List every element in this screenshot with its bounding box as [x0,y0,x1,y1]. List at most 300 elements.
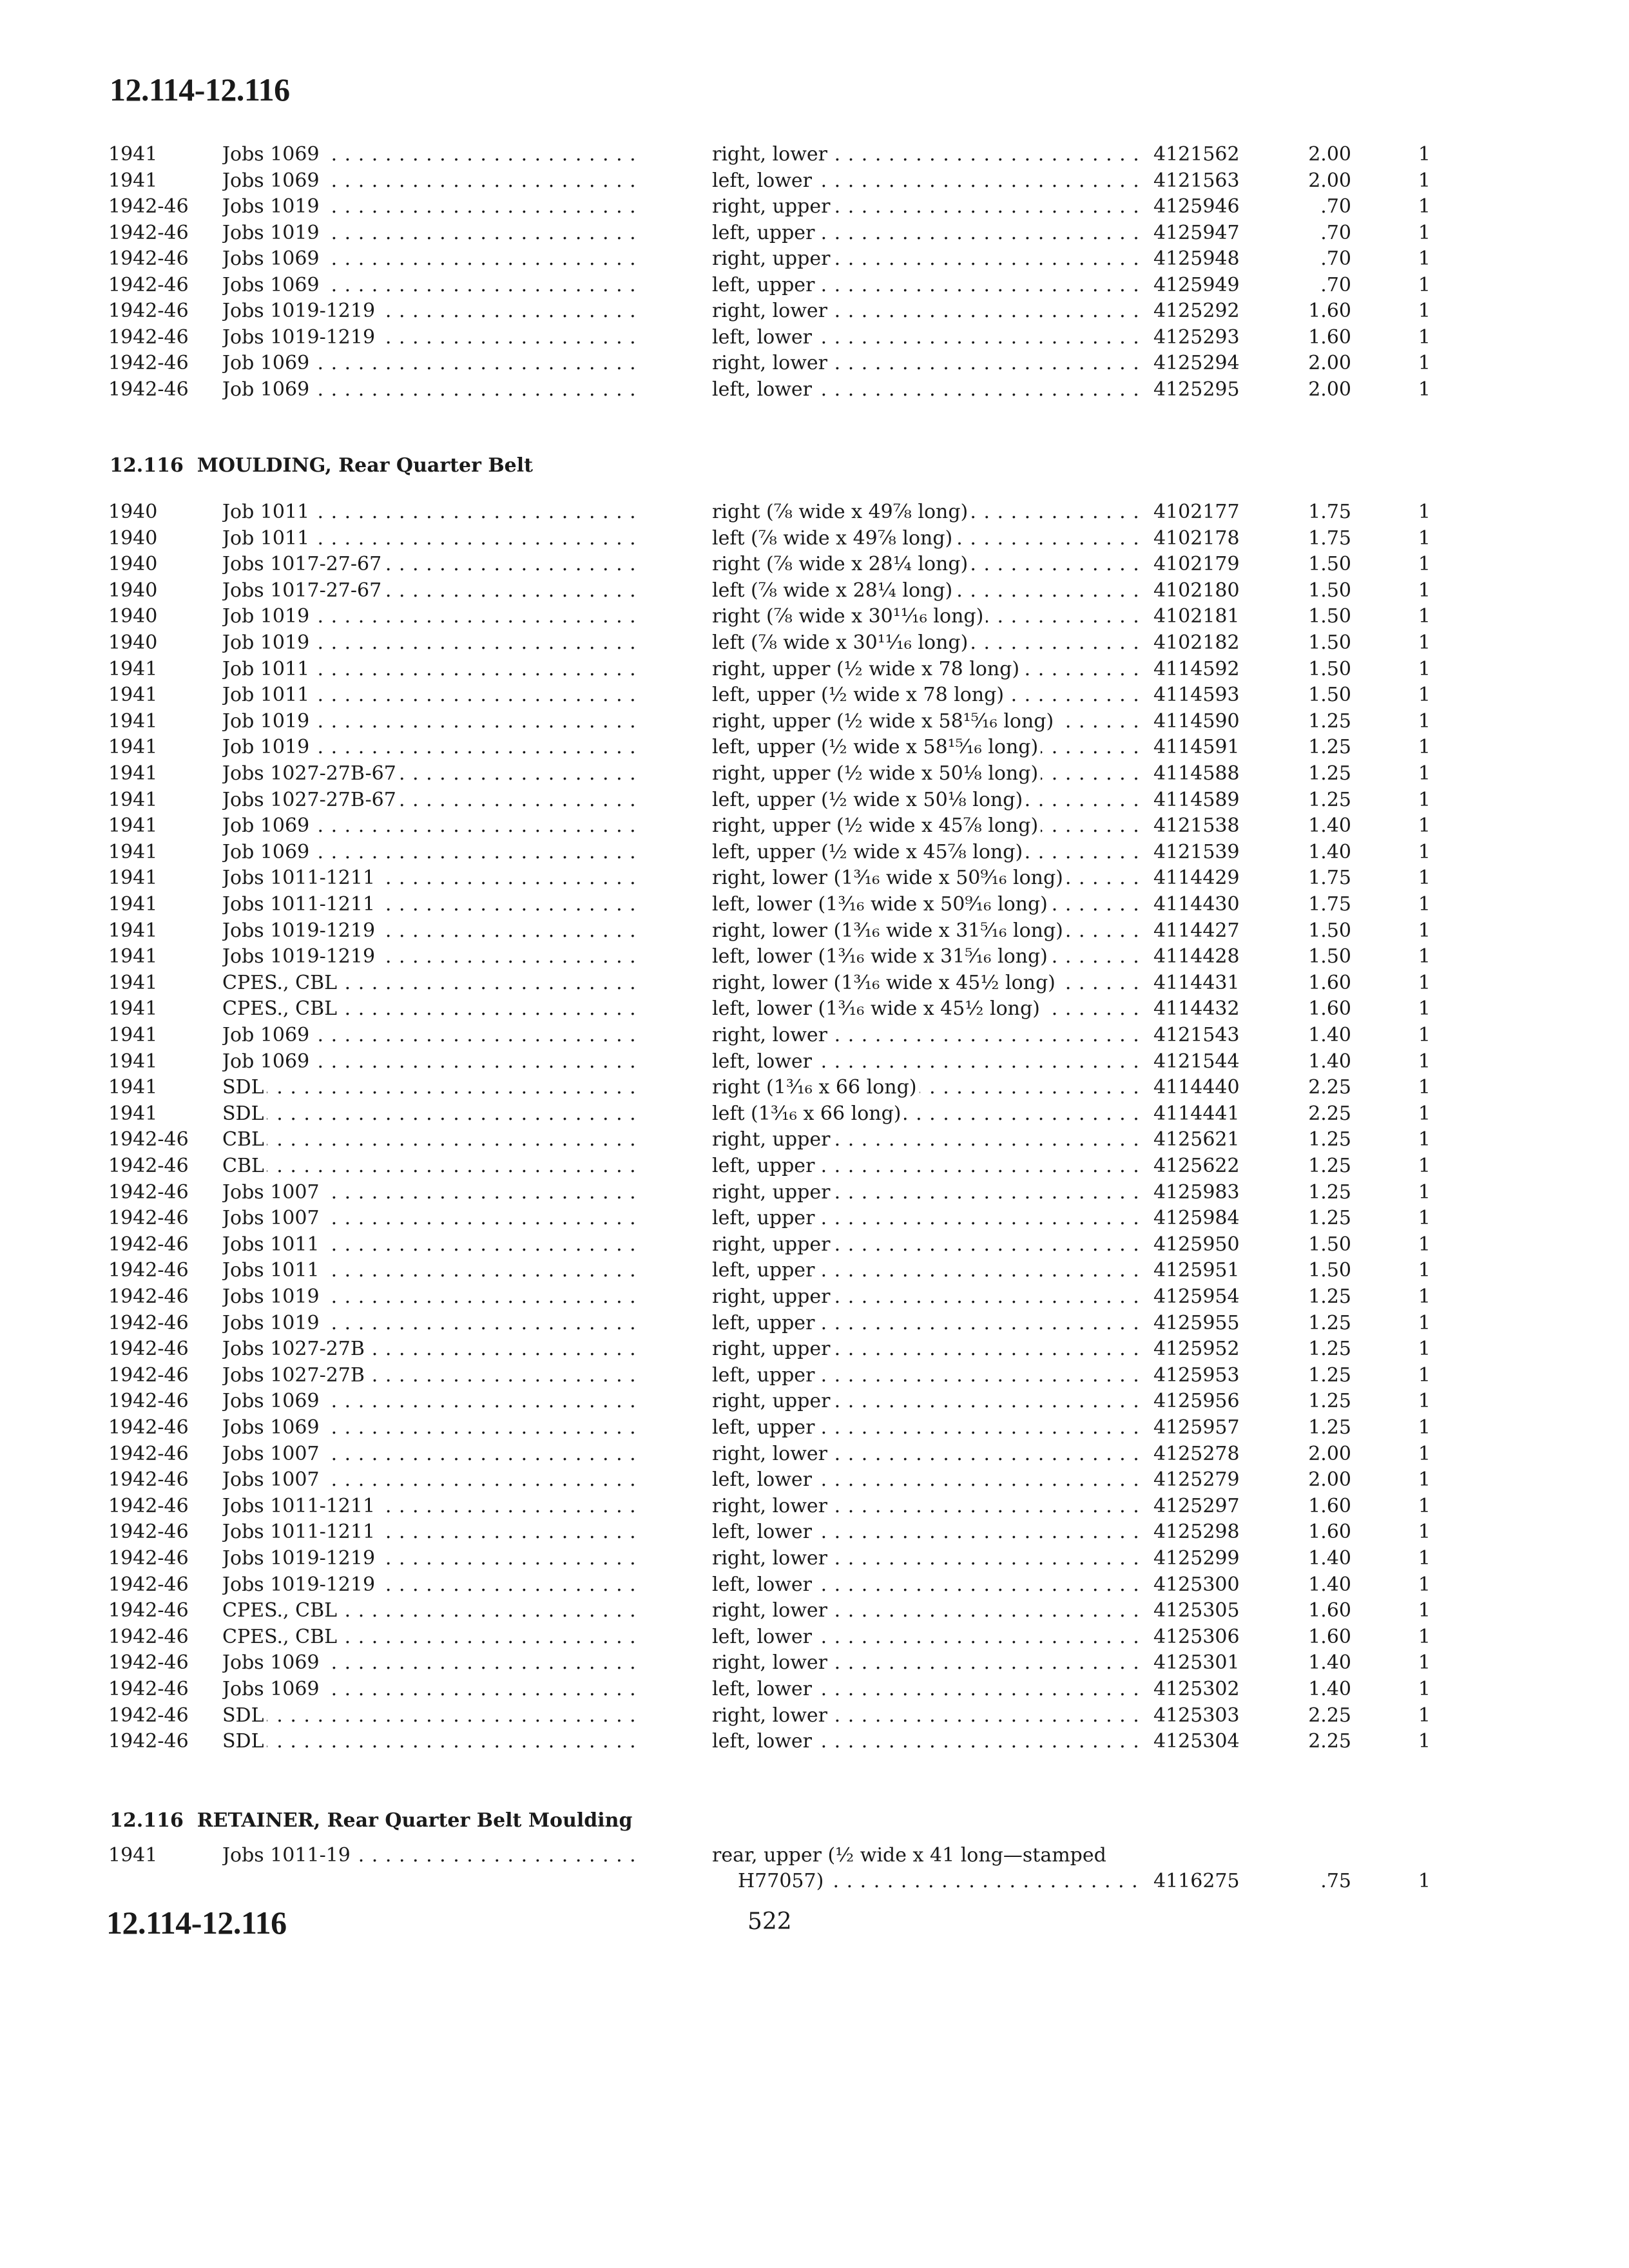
description-text: right, lower [712,1599,830,1622]
model-cell [222,377,641,403]
quantity-cell: 1 [1418,1180,1431,1204]
description-text: right (1³⁄₁₆ x 66 long) [712,1076,920,1099]
model-text: Jobs 1069 [222,143,322,166]
quantity-cell: 1 [1418,1870,1431,1892]
price-cell: 2.00 [1308,169,1351,192]
quantity-cell: 1 [1418,840,1431,863]
model-text: Jobs 1027-27B-67 [222,762,399,785]
table-row [0,1624,1629,1650]
table-row [0,840,1629,865]
price-cell: .70 [1320,195,1351,218]
model-cell [222,761,641,787]
quantity-cell: 1 [1418,1521,1431,1544]
part-number-cell: 4125302 [1153,1678,1240,1700]
quantity-cell: 1 [1418,1363,1431,1387]
description-text: left (1³⁄₁₆ x 66 long) [712,1102,904,1125]
quantity-cell: 1 [1418,1468,1431,1492]
quantity-cell: 1 [1418,1024,1431,1046]
table-row [0,604,1629,629]
quantity-cell: 1 [1418,378,1431,401]
description-text: left (⅞ wide x 49⅞ long) [712,527,955,550]
model-text: Job 1069 [222,841,312,863]
price-cell: 1.40 [1308,1024,1351,1046]
quantity-cell: 1 [1418,1494,1431,1517]
year-cell: 1942-46 [108,1180,189,1204]
description-text: right, upper [712,1338,833,1360]
description-cell [712,1232,1141,1258]
quantity-cell: 1 [1418,1155,1431,1177]
part-number-cell: 4125294 [1153,352,1240,374]
table-row [0,1180,1629,1206]
year-cell: 1942-46 [108,1285,189,1308]
year-cell: 1942-46 [108,1155,189,1177]
description-cell [712,298,1141,324]
part-number-cell: 4125957 [1153,1416,1240,1439]
year-cell: 1942-46 [108,1547,189,1570]
description-cell [712,1101,1141,1127]
part-number-cell: 4114432 [1153,997,1240,1021]
quantity-cell: 1 [1418,1416,1431,1439]
price-cell: .70 [1320,247,1351,270]
table-row [0,1729,1629,1754]
model-text: Job 1069 [222,352,312,374]
quantity-cell: 1 [1418,971,1431,994]
quantity-cell: 1 [1418,579,1431,602]
model-text: CPES., CBL [222,997,340,1020]
quantity-cell: 1 [1418,1050,1431,1073]
description-cell [712,813,1141,839]
price-cell: 1.25 [1308,1416,1351,1439]
quantity-cell: 1 [1418,501,1431,523]
description-text: right, lower [712,1495,830,1517]
description-cell [712,1311,1141,1336]
price-cell: 1.75 [1308,893,1351,916]
description-text: left, lower [712,1678,815,1700]
description-cell [712,578,1141,604]
description-text: left, upper [712,1416,817,1439]
description-text: right, upper [712,247,833,270]
price-cell: 1.25 [1308,736,1351,759]
description-cell [712,1703,1141,1729]
table-row [0,865,1629,891]
description-cell [712,1153,1141,1179]
model-text: Jobs 1011-1211 [222,893,378,916]
model-text: Job 1019 [222,605,312,628]
description-text: left, lower [712,1730,815,1753]
table-row [0,630,1629,656]
table-row [0,142,1629,168]
description-cell [712,840,1141,865]
description-text: right, upper [712,1390,833,1412]
description-cell [712,220,1141,246]
price-cell: 1.75 [1308,526,1351,550]
year-cell: 1942-46 [108,247,189,270]
description-text: right, upper [712,1181,833,1204]
description-text: right, lower [712,1651,830,1674]
model-cell [222,1363,641,1389]
quantity-cell: 1 [1418,1599,1431,1622]
part-number-cell: 4114590 [1153,709,1240,733]
description-cell [712,630,1141,656]
year-cell: 1942-46 [108,1521,189,1544]
model-text: Job 1069 [222,378,312,401]
table-row [0,1206,1629,1231]
year-cell: 1941 [108,762,158,785]
price-cell: 1.40 [1308,1651,1351,1675]
description-cell [712,735,1141,760]
description-cell [712,1677,1141,1702]
model-cell [222,1572,641,1598]
year-cell: 1941 [108,919,158,942]
quantity-cell: 1 [1418,1625,1431,1648]
part-number-cell: 4125300 [1153,1573,1240,1596]
part-number-cell: 4125621 [1153,1128,1240,1151]
year-cell: 1941 [108,657,158,680]
model-text: SDL [222,1076,267,1099]
model-text: Jobs 1069 [222,1390,322,1412]
part-number-cell: 4125947 [1153,221,1240,244]
year-cell: 1942-46 [108,1363,189,1387]
model-cell [222,1624,641,1650]
year-cell: 1942-46 [108,1311,189,1334]
model-text: Jobs 1019 [222,1312,322,1334]
model-text: CBL [222,1128,267,1151]
description-text: right, lower [712,143,830,166]
part-number-cell: 4125946 [1153,195,1240,218]
model-text: Jobs 1011 [222,1233,322,1256]
part-number-cell: 4114440 [1153,1076,1240,1099]
table-row [0,787,1629,813]
year-cell: 1942-46 [108,1651,189,1675]
year-cell: 1942-46 [108,378,189,401]
description-cell [712,1441,1141,1467]
description-cell [712,1363,1141,1389]
part-number-cell: 4125955 [1153,1311,1240,1334]
price-cell: 1.40 [1308,1573,1351,1596]
description-cell [712,377,1141,403]
model-cell [222,246,641,272]
part-number-cell: 4102182 [1153,631,1240,654]
description-cell [712,709,1141,735]
model-text: CPES., CBL [222,1599,340,1622]
description-cell [712,1049,1141,1075]
description-cell [712,142,1141,168]
model-cell [222,1467,641,1493]
year-cell: 1941 [108,971,158,994]
part-number-cell: 4114427 [1153,919,1240,942]
description-text: right, upper (½ wide x 78 long) [712,658,1022,680]
description-text: left, lower [712,1626,815,1648]
price-cell: 2.25 [1308,1704,1351,1727]
part-number-cell: 4125952 [1153,1338,1240,1361]
description-cell [712,526,1141,552]
part-number-cell: 4125303 [1153,1704,1240,1727]
table-row [0,351,1629,376]
table-row [0,944,1629,970]
table-row [0,1415,1629,1441]
year-cell: 1941 [108,893,158,916]
price-cell: 1.50 [1308,579,1351,602]
price-cell: 1.25 [1308,1311,1351,1334]
description-text: right (⅞ wide x 49⅞ long) [712,501,970,523]
model-text: Jobs 1069 [222,1651,322,1674]
year-cell: 1941 [108,788,158,811]
description-text: left, upper [712,1312,817,1334]
year-cell: 1942-46 [108,325,189,349]
year-cell: 1942-46 [108,1207,189,1230]
description-cell [712,604,1141,629]
year-cell: 1942-46 [108,273,189,296]
year-cell: 1941 [108,1102,158,1125]
year-cell: 1942-46 [108,1259,189,1282]
year-cell: 1941 [108,1050,158,1073]
description-text: right, lower [712,1547,830,1570]
quantity-cell: 1 [1418,788,1431,811]
table-row [0,735,1629,760]
description-cell [712,1598,1141,1624]
description-cell [712,325,1141,351]
description-text: left, upper [712,274,817,296]
quantity-cell: 1 [1418,631,1431,654]
part-number-cell: 4125949 [1153,273,1240,296]
model-cell [222,1023,641,1048]
model-text: Jobs 1069 [222,247,322,270]
table-row [0,682,1629,708]
quantity-cell: 1 [1418,221,1431,244]
quantity-cell: 1 [1418,997,1431,1021]
model-cell [222,682,641,708]
model-cell [222,168,641,194]
year-cell: 1942-46 [108,1599,189,1622]
price-cell: 1.40 [1308,840,1351,863]
model-cell [222,1336,641,1362]
table-row [0,1843,1629,1869]
description-line-2 [738,1869,1141,1894]
part-number-cell: 4125298 [1153,1521,1240,1544]
description-text: right, lower [712,1704,830,1727]
price-cell: 1.60 [1308,300,1351,322]
model-cell [222,970,641,996]
year-cell: 1941 [108,143,158,166]
model-text: Jobs 1019 [222,1285,322,1308]
quantity-cell: 1 [1418,919,1431,942]
quantity-cell: 1 [1418,945,1431,968]
part-number-cell: 4116275 [1153,1870,1240,1892]
model-cell [222,1258,641,1283]
table-row [0,996,1629,1022]
year-cell: 1942-46 [108,1704,189,1727]
price-cell: 1.60 [1308,1599,1351,1622]
description-cell [712,552,1141,577]
model-cell [222,735,641,760]
price-cell: 1.25 [1308,1180,1351,1204]
description-cell [712,892,1141,918]
year-cell: 1941 [108,945,158,968]
model-text: Job 1011 [222,658,312,680]
description-text: right, lower [712,352,830,374]
description-cell [712,918,1141,944]
table-row [0,273,1629,298]
section-title-retainer [110,1809,1141,1832]
description-text: right, upper [712,1233,833,1256]
price-cell: 1.50 [1308,1233,1351,1256]
description-text: right, upper (½ wide x 45⅞ long) [712,814,1041,837]
description-cell [712,1572,1141,1598]
description-cell [712,1519,1141,1545]
model-text: Jobs 1011-1211 [222,1521,378,1543]
price-cell: 1.50 [1308,631,1351,654]
quantity-cell: 1 [1418,1259,1431,1282]
price-cell: 1.25 [1308,1155,1351,1177]
model-cell [222,1519,641,1545]
year-cell: 1942-46 [108,1494,189,1517]
quantity-cell: 1 [1418,553,1431,576]
description-text: left, upper (½ wide x 78 long) [712,684,1007,706]
description-cell [712,970,1141,996]
part-number-cell: 4125305 [1153,1599,1240,1622]
part-number-cell: 4114589 [1153,788,1240,811]
price-cell: 1.25 [1308,1338,1351,1361]
model-text: Job 1019 [222,631,312,654]
table-row [0,1363,1629,1389]
description-text: left, upper (½ wide x 58¹⁵⁄₁₆ long) [712,736,1041,758]
section-heading: MOULDING, Rear Quarter Belt [197,454,534,477]
table-row [0,1519,1629,1545]
description-cell [712,1729,1141,1754]
description-cell [712,273,1141,298]
model-cell [222,1127,641,1153]
model-cell [222,1441,641,1467]
year-cell: 1942-46 [108,1338,189,1361]
year-cell: 1940 [108,501,158,523]
price-cell: 1.60 [1308,971,1351,994]
table-row [0,298,1629,324]
description-cell [712,1650,1141,1676]
description-text: right, upper (½ wide x 58¹⁵⁄₁₆ long) [712,710,1056,733]
description-text: left, upper [712,1364,817,1387]
year-cell: 1942-46 [108,1678,189,1700]
description-text: right, lower (1³⁄₁₆ wide x 45½ long) [712,972,1058,994]
description-text: right, lower (1³⁄₁₆ wide x 50⁹⁄₁₆ long) [712,867,1066,889]
description-cell [712,246,1141,272]
quantity-cell: 1 [1418,684,1431,707]
quantity-cell: 1 [1418,352,1431,374]
quantity-cell: 1 [1418,1547,1431,1570]
quantity-cell: 1 [1418,893,1431,916]
model-text: Jobs 1007 [222,1181,322,1204]
price-cell: 1.25 [1308,1390,1351,1413]
part-number-cell: 4121543 [1153,1024,1240,1046]
quantity-cell: 1 [1418,1285,1431,1308]
quantity-cell: 1 [1418,1678,1431,1700]
table-row [0,1677,1629,1702]
model-cell [222,787,641,813]
model-cell [222,1049,641,1075]
quantity-cell: 1 [1418,709,1431,733]
price-cell: 1.75 [1308,867,1351,890]
model-text: Jobs 1027-27B [222,1338,367,1360]
description-cell [712,944,1141,970]
part-number-cell: 4114592 [1153,657,1240,680]
model-cell [222,1843,641,1869]
table-row [0,1049,1629,1075]
description-cell [712,657,1141,682]
price-cell: 1.25 [1308,762,1351,785]
part-number-cell: 4114430 [1153,893,1240,916]
year-cell: 1941 [108,709,158,733]
price-cell: 1.25 [1308,1128,1351,1151]
quantity-cell: 1 [1418,300,1431,322]
price-cell: 1.50 [1308,684,1351,707]
year-cell: 1941 [108,169,158,192]
table-row [0,1023,1629,1048]
model-cell [222,1650,641,1676]
price-cell: .70 [1320,273,1351,296]
table-row [0,1572,1629,1598]
price-cell: 2.00 [1308,1442,1351,1465]
part-number-cell: 4121538 [1153,814,1240,838]
year-cell: 1942-46 [108,1442,189,1465]
description-cell [712,787,1141,813]
part-number-cell: 4125279 [1153,1468,1240,1492]
description-cell [712,1336,1141,1362]
price-cell: 1.50 [1308,553,1351,576]
part-number-cell: 4125953 [1153,1363,1240,1387]
description-text: left, lower [712,1468,815,1491]
description-text: right, lower [712,1443,830,1465]
price-cell: 2.25 [1308,1102,1351,1125]
quantity-cell: 1 [1418,867,1431,890]
price-cell: 1.25 [1308,1285,1351,1308]
table-row [0,1153,1629,1179]
year-cell: 1940 [108,631,158,654]
part-number-cell: 4102180 [1153,579,1240,602]
model-text: Jobs 1019-1219 [222,1547,378,1570]
year-cell: 1942-46 [108,221,189,244]
quantity-cell: 1 [1418,1651,1431,1675]
price-cell: 1.40 [1308,1050,1351,1073]
description-cell [712,168,1141,194]
year-cell: 1942-46 [108,1625,189,1648]
model-cell [222,996,641,1022]
description-cell [712,682,1141,708]
year-cell: 1941 [108,997,158,1021]
model-cell [222,142,641,168]
part-number-cell: 4125950 [1153,1233,1240,1256]
part-number-cell: 4102179 [1153,553,1240,576]
price-cell: 1.50 [1308,657,1351,680]
description-cell [712,1023,1141,1048]
model-text: Job 1069 [222,1050,312,1073]
table-row [0,1494,1629,1519]
part-number-cell: 4125954 [1153,1285,1240,1308]
quantity-cell: 1 [1418,273,1431,296]
description-cell [712,1206,1141,1231]
quantity-cell: 1 [1418,1704,1431,1727]
description-cell [712,865,1141,891]
description-cell [712,1389,1141,1414]
table-row [0,709,1629,735]
model-cell [222,194,641,220]
model-text: CBL [222,1155,267,1177]
model-text: SDL [222,1102,267,1125]
model-cell [222,552,641,577]
price-cell: 1.50 [1308,945,1351,968]
year-cell: 1940 [108,605,158,628]
part-number-cell: 4121544 [1153,1050,1240,1073]
quantity-cell: 1 [1418,195,1431,218]
part-number-cell: 4121563 [1153,169,1240,192]
